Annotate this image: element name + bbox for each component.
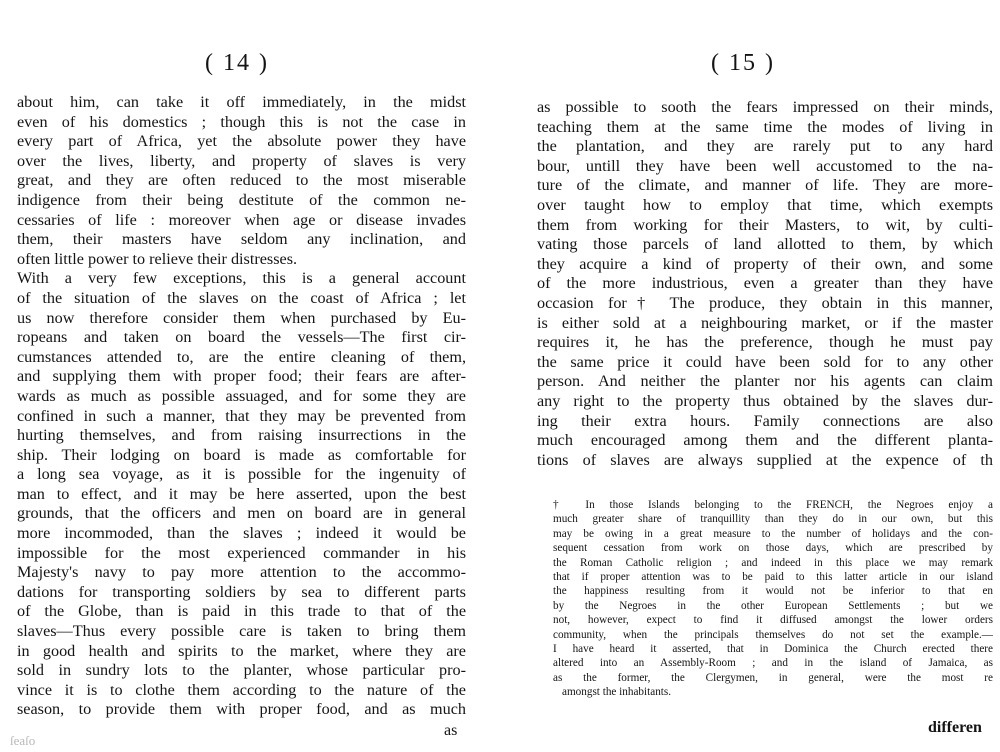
text-line: sold in sundry lots to the planter, whose particular pro-: [17, 661, 466, 680]
text-line: over the lives, liberty, and property of slaves is very: [17, 151, 466, 170]
text-line: cumstances attended to, are the entire cleaning of them,: [17, 347, 466, 366]
text-line: With a very few exceptions, this is a general account: [17, 269, 466, 288]
text-line: vating those parcels of land allotted to them, by which: [537, 235, 993, 254]
text-line: more incommoded, than the slaves ; indeed it would be: [17, 524, 466, 543]
text-line: every part of Africa, yet the absolute power they have: [17, 132, 466, 151]
text-line: slaves—Thus every possible care is taken to bring them: [17, 622, 466, 641]
text-line: the same price it could have been sold for to any other: [537, 352, 993, 371]
text-line: often little power to relieve their distresses.: [17, 249, 298, 268]
text-line: tions of slaves are always supplied at the expence of th: [537, 450, 993, 469]
footnote-line: sequent cessation from work on those days, which are prescribed by: [553, 542, 993, 555]
footnote-line: may be owing in a great measure to the number of holidays and the con-: [553, 527, 993, 540]
text-line: the plantation, and they are rarely put to any hard: [537, 137, 993, 156]
text-line: season, to provide them with proper food, and as much: [17, 700, 466, 719]
text-line: much encouraged among them and the different planta-: [537, 431, 993, 450]
text-line: ing their extra hours. Family connections are also: [537, 411, 993, 430]
footnote-line: community, when the principals themselves do not set the example.—: [553, 628, 993, 641]
text-line: hurting themselves, and from raising insurrections in the: [17, 426, 466, 445]
text-line: requires it, he has the preference, though he must pay: [537, 333, 993, 352]
text-line: wards as much as possible assuaged, and for some they are: [17, 386, 466, 405]
text-line: ship. Their lodging on board is made as comfortable for: [17, 445, 466, 464]
text-line: of the more industrious, even a greater than they have: [537, 274, 993, 293]
text-line: them from working for their Masters, to wit, by culti-: [537, 215, 993, 234]
text-line: ropeans and taken on board the vessels—The first cir-: [17, 328, 466, 347]
footnote-line: as the former, the Clergymen, in general, were the most re: [553, 671, 993, 684]
text-line: is either sold at a neighbouring market, or if the master: [537, 313, 993, 332]
footnote-line: altered into an Assembly-Room ; and in the island of Jamaica, as: [553, 657, 993, 670]
text-line: great, and they are often reduced to the most miserable: [17, 171, 466, 190]
text-line: and supplying them with proper food; their fears are after-: [17, 367, 466, 386]
body-text: [17, 93, 466, 720]
page-number: ( 15 ): [711, 50, 775, 76]
text-line: teaching them at the same time the modes of living in: [537, 117, 993, 136]
text-line: dations for transporting soldiers by sea to different parts: [17, 582, 466, 601]
catchword: as: [444, 722, 458, 739]
text-line: cessaries of life : moreover when age or disease invades: [17, 210, 466, 229]
text-line: they acquire a kind of property of their own, and some: [537, 254, 993, 273]
text-line: any right to the property thus obtained by the slaves dur-: [537, 391, 993, 410]
text-line: us now therefore consider them when purchased by Eu-: [17, 308, 466, 327]
text-line: of the Globe, than is paid in this trade to that of the: [17, 602, 466, 621]
footnote-line: not, however, expect to find it diffused amongst the lower orders: [553, 614, 993, 627]
bleed-through-text: ſeaſo: [10, 733, 36, 748]
text-line: a long sea voyage, as it is possible for the ingenuity of: [17, 465, 466, 484]
text-line: confined in such a manner, that they may be prevented from: [17, 406, 466, 425]
text-line: vince it is to clothe them according to the nature of the: [17, 680, 466, 699]
text-line: grounds, that the officers and men on board are in general: [17, 504, 466, 523]
footnote-line: † In those Islands belonging to the FRENCH, the Negroes enjoy a: [553, 499, 993, 511]
text-line: in good health and spirits to the market, where they are: [17, 641, 466, 660]
text-line: person. And neither the planter nor his agents can claim: [537, 372, 993, 391]
footnote-line: much greater share of tranquillity than they do in our own, but this: [553, 513, 993, 526]
footnote: [553, 498, 993, 699]
footnote-line: the happiness resulting from it would not be inferior to that en: [553, 585, 993, 598]
footnote-line: I have heard it asserted, that in Dominica the Church erected there: [553, 642, 993, 655]
text-line: occasion for† The produce, they obtain in this manner,: [537, 293, 993, 312]
text-line: Majesty's navy to pay more attention to the accommo-: [17, 563, 466, 582]
footnote-line: that if proper attention was to be paid to this latter article in our island: [553, 570, 993, 583]
catchword: differen: [928, 719, 982, 736]
text-line: even of his domestics ; though this is not the case in: [17, 112, 466, 131]
text-line: over taught how to employ that time, which exempts: [537, 195, 993, 214]
footnote-line: amongst the inhabitants.: [562, 686, 672, 699]
text-line: them, their masters have seldom any inclination, and: [17, 230, 466, 249]
text-line: ture of the climate, and manner of life. They are more-: [537, 176, 993, 195]
footnote-line: the Roman Catholic religion ; and indeed in this place we may remark: [553, 556, 993, 569]
text-line: about him, can take it off immediately, in the midst: [17, 93, 466, 111]
text-line: of the situation of the slaves on the coast of Africa ; let: [17, 288, 466, 307]
page-number: ( 14 ): [205, 50, 269, 76]
text-line: impossible for the most experienced commander in his: [17, 543, 466, 562]
body-text: [537, 98, 993, 470]
text-line: bour, untill they have been well accustomed to the na-: [537, 156, 993, 175]
text-line: as possible to sooth the fears impressed on their minds,: [537, 98, 993, 116]
right-page: [500, 0, 1000, 752]
text-line: indigence from their being destitute of the common ne-: [17, 190, 466, 209]
footnote-line: by the Negroes in the other European Settlements ; but we: [553, 599, 993, 612]
text-line: man to effect, and it may be here asserted, upon the best: [17, 484, 466, 503]
